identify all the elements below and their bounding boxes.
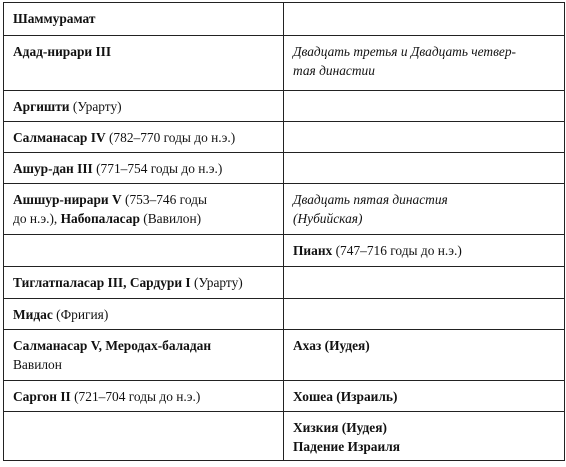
cell-ruler: [4, 330, 284, 381]
cell-text: Двадцать третья и Двадцать четвер-: [293, 44, 516, 59]
cell-text: Пианх: [293, 243, 333, 258]
cell-dynasty: [284, 381, 565, 412]
cell-dynasty: [284, 412, 565, 461]
cell-ruler: [4, 3, 284, 36]
cell-ruler: [4, 381, 284, 412]
cell-text: Ашшур-нирари V: [13, 192, 122, 207]
cell-dynasty: [284, 3, 565, 36]
cell-dynasty: [284, 267, 565, 299]
cell-dynasty: [284, 235, 565, 267]
cell-dynasty: [284, 36, 565, 91]
cell-text: (771–754 годы до н.э.): [92, 161, 223, 176]
cell-dynasty: [284, 91, 565, 122]
table-row: [4, 36, 565, 91]
cell-text: Саргон II: [13, 389, 71, 404]
cell-dynasty: [284, 299, 565, 330]
cell-ruler: [4, 122, 284, 153]
table-row: [4, 330, 565, 381]
cell-text: Мидас: [13, 307, 53, 322]
table-row: [4, 184, 565, 235]
cell-ruler: [4, 412, 284, 461]
cell-text: Ахаз (Иудея): [293, 338, 370, 353]
cell-text: (Нубийская): [293, 211, 363, 226]
cell-ruler: [4, 153, 284, 184]
cell-text: Падение Израиля: [293, 439, 400, 454]
cell-ruler: [4, 267, 284, 299]
table-row: [4, 299, 565, 330]
cell-text: Хизкия (Иудея): [293, 420, 387, 435]
cell-text: Набопаласар: [60, 211, 140, 226]
cell-text: (Урарту): [190, 275, 243, 290]
cell-text: (753–746 годы: [121, 192, 207, 207]
cell-text: тая династии: [293, 63, 375, 78]
cell-text: (747–716 годы до н.э.): [332, 243, 462, 258]
table-row: [4, 3, 565, 36]
table-row: [4, 91, 565, 122]
chronology-table-body: [4, 3, 565, 461]
table-row: [4, 122, 565, 153]
cell-text: Вавилон: [13, 357, 62, 372]
cell-ruler: [4, 91, 284, 122]
cell-text: до н.э.),: [13, 211, 61, 226]
table-row: [4, 381, 565, 412]
cell-text: (Вавилон): [139, 211, 202, 226]
table-row: [4, 412, 565, 461]
cell-text: Хошеа (Израиль): [293, 389, 398, 404]
cell-text: Ашур-дан III: [13, 161, 93, 176]
cell-ruler: [4, 36, 284, 91]
cell-text: (Урарту): [69, 99, 122, 114]
table-row: [4, 267, 565, 299]
cell-text: Салманасар V, Меродах-баладан: [13, 338, 212, 353]
cell-text: (721–704 годы до н.э.): [70, 389, 201, 404]
cell-text: (Фригия): [52, 307, 109, 322]
cell-text: Адад-нирари III: [13, 44, 112, 59]
cell-ruler: [4, 184, 284, 235]
cell-dynasty: [284, 122, 565, 153]
chronology-table: [3, 2, 565, 461]
table-row: [4, 235, 565, 267]
cell-text: Аргишти: [13, 99, 70, 114]
cell-text: Двадцать пятая династия: [293, 192, 448, 207]
cell-dynasty: [284, 153, 565, 184]
cell-text: Тиглатпаласар III, Сардури I: [13, 275, 191, 290]
cell-ruler: [4, 235, 284, 267]
cell-ruler: [4, 299, 284, 330]
cell-dynasty: [284, 184, 565, 235]
cell-dynasty: [284, 330, 565, 381]
cell-text: (782–770 годы до н.э.): [105, 130, 236, 145]
cell-text: Шаммурамат: [13, 11, 96, 26]
table-row: [4, 153, 565, 184]
cell-text: Салманасар IV: [13, 130, 106, 145]
